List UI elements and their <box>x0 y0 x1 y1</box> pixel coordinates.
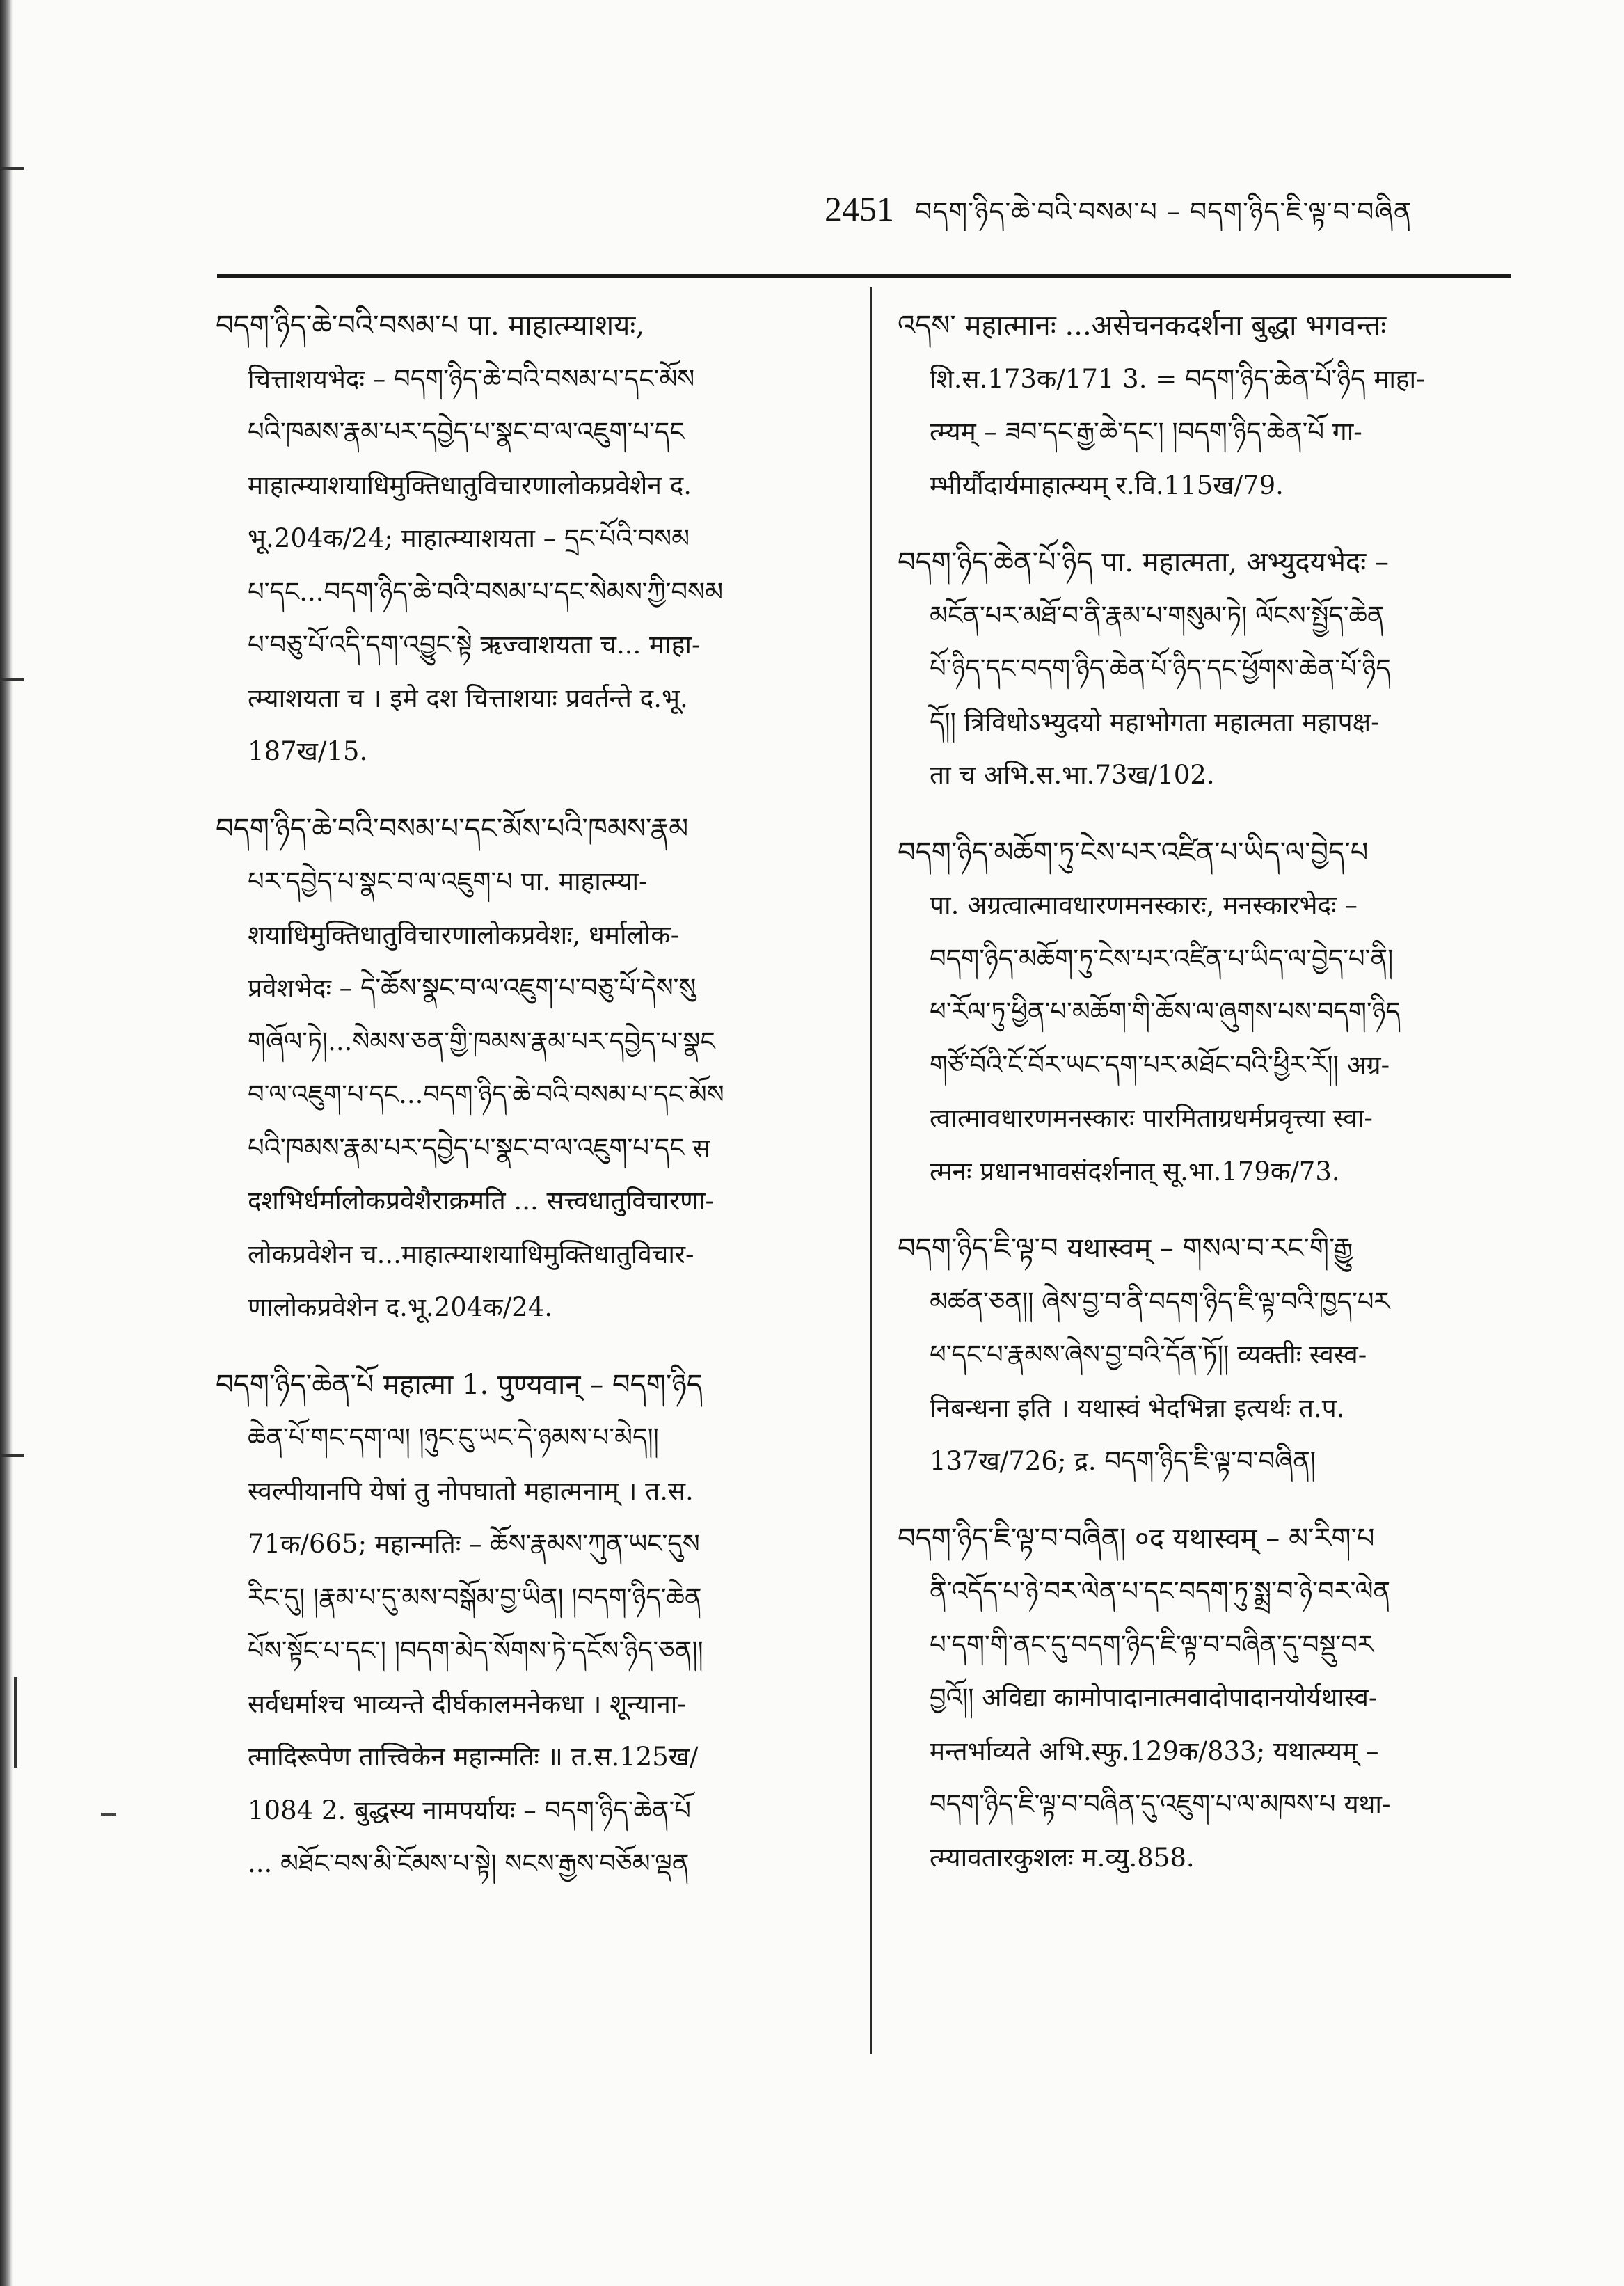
edge-mark <box>0 167 24 170</box>
entry-headword-line: བདག་ཉིད་མཆོག་ཏུ་ངེས་པར་འཛིན་པ་ཡིད་ལ་བྱེད་པ <box>898 836 1369 868</box>
entry-text-line: པོ་ཉིད་དང་བདག་ཉིད་ཆེན་པོ་ཉིད་དང་ཕྱོགས་ཆེན་པོ་ཉིད <box>930 653 1391 683</box>
entry-headword-line: བདག་ཉིད་ཇི་ལྟ་བ་བཞིན། ०द यथास्वम् – མ་རིག་པ <box>898 1522 1375 1555</box>
entry-text-line: པར་དབྱེད་པ་སྣང་བ་ལ་འཇུག་པ पा. माहात्म्या- <box>248 866 648 896</box>
entry-text-line: མཚན་ཅན།། ཞེས་བྱ་བ་ནི་བདག་ཉིད་ཇི་ལྟ་བའི་ཁྱད་པར <box>930 1286 1390 1317</box>
dictionary-entry <box>898 536 1510 802</box>
entry-headword-line: བདག་ཉིད་ཆེན་པོ महात्मा 1. पुण्यवान् – བདག་ཉིད <box>216 1368 703 1401</box>
entry-headword-line: བདག་ཉིད་ཇི་ལྟ་བ यथास्वम् – གསལ་བ་རང་གི་རྒྱུ <box>898 1232 1353 1264</box>
entry-text-line: པ་དང...བདག་ཉིད་ཆེ་བའི་བསམ་པ་དང་སེམས་ཀྱི་བསམ <box>248 576 724 607</box>
entry-text-line: ཕ་དང་པ་རྣམས་ཞེས་བྱ་བའི་དོན་ཏོ།། व्यक्तीः स्वस्व- <box>930 1340 1367 1370</box>
entry-text-line: 187ख/15. <box>248 736 368 766</box>
page-header <box>825 182 1513 231</box>
entry-text-line: चित्ताशयभेदः – བདག་ཉིད་ཆེ་བའི་བསམ་པ་དང་མོས <box>248 363 695 394</box>
edge-mark <box>0 1454 24 1457</box>
entry-text-line: ཆེན་པོ་གང་དག་ལ། །ཉུང་ངུ་ཡང་དེ་ཉམས་པ་མེད།། <box>248 1422 659 1452</box>
entry-text-line: ... མཐོང་བས་མི་ངོམས་པ་སྟེ། སངས་རྒྱས་བཅོམ་ལྡན <box>248 1848 690 1878</box>
entry-text-line: त्म्याशयता च । इमे दश चित्ताशयाः प्रवर्तन्ते द.भू. <box>248 683 688 713</box>
entry-text-line: 137ख/726; द्र. བདག་ཉིད་ཇི་ལྟ་བ་བཞིན། <box>930 1446 1316 1476</box>
entry-text-line: त्मादिरूपेण तात्त्विकेन महान्मतिः ॥ त.स.125ख/ <box>248 1742 699 1772</box>
entry-text-line: 1084 2. बुद्धस्य नामपर्यायः – བདག་ཉིད་ཆེན་པོ <box>248 1795 692 1825</box>
running-head: བདག་ཉིད་ཆེ་བའི་བསམ་པ – བདག་ཉིད་ཇི་ལྟ་བ་བཞིན <box>915 196 1412 227</box>
margin-dash <box>101 1813 116 1816</box>
margin-mark <box>14 1677 17 1768</box>
entry-text-line: त्म्यम् – ཟབ་དང་རྒྱ་ཆེ་དང་། །བདག་ཉིད་ཆེན་པོ गा- <box>930 417 1362 447</box>
entry-text-line: གཙོ་བོའི་ངོ་བོར་ཡང་དག་པར་མཐོང་བའི་ཕྱིར་རོ།། अग्र- <box>930 1049 1390 1080</box>
left-column <box>216 299 852 2074</box>
entry-text-line: मन्तर्भाव्यते अभि.स्फु.129क/833; यथात्म्यम् – <box>930 1736 1379 1766</box>
entry-headword-line: བདག་ཉིད་ཆེ་བའི་བསམ་པ पा. माहात्म्याशयः, <box>216 310 645 342</box>
entry-spacer <box>216 779 852 802</box>
entry-text-line: བ་ལ་འཇུག་པ་དང...བདག་ཉིད་ཆེ་བའི་བསམ་པ་དང་མོས <box>248 1079 724 1109</box>
entry-text-line: निबन्धना इति । यथास्वं भेदभिन्ना इत्यर्थः त.प. <box>930 1392 1345 1423</box>
entry-text-line: त्वात्मावधारणमनस्कारः पारमिताग्रधर्मप्रवृत्त्या स्वा- <box>930 1103 1373 1133</box>
dictionary-entry <box>216 1358 852 1891</box>
entry-text-line: མངོན་པར་མཐོ་བ་ནི་རྣམ་པ་གསུམ་ཏེ། ལོངས་སྤྱོད་ཆེན <box>930 600 1385 630</box>
entry-spacer <box>898 802 1510 826</box>
entry-text-line: པ་དག་གི་ནང་དུ་བདག་ཉིད་ཇི་ལྟ་བ་བཞིན་དུ་བསྡུ་བར <box>930 1629 1374 1660</box>
entry-spacer <box>898 1489 1510 1512</box>
page-binding-edge <box>0 0 13 2286</box>
dictionary-entry <box>898 1222 1510 1489</box>
edge-mark <box>0 678 24 681</box>
entry-text-line: सर्वधर्माश्च भाव्यन्ते दीर्घकालमनेकधा । शून्याना- <box>248 1688 686 1719</box>
entry-headword-line: བདག་ཉིད་ཆེ་བའི་བསམ་པ་དང་མོས་པའི་ཁམས་རྣམ <box>216 812 689 845</box>
entry-text-line: माहात्म्याशयाधिमुक्तिधातुविचारणालोकप्रवेशेन द. <box>248 470 692 500</box>
entry-text-line: म्भीर्यौदार्यमाहात्म्यम् र.वि.115ख/79. <box>930 470 1284 500</box>
entry-headword-line: འདས་ महात्मानः ...असेचनकदर्शना बुद्धा भगवन्तः <box>898 310 1387 342</box>
entry-text-line: པ་བཅུ་པོ་འདི་དག་འབྱུང་སྟེ ऋज्वाशयता च... माहा- <box>248 630 701 660</box>
entry-text-line: पा. अग्रत्वात्मावधारणमनस्कारः, मनस्कारभेदः – <box>930 890 1358 920</box>
dictionary-entry <box>216 802 852 1335</box>
entry-text-line: प्रवेशभेदः – དེ་ཆོས་སྣང་བ་ལ་འཇུག་པ་བཅུ་པོ་དེས་སུ <box>248 973 696 1003</box>
entry-spacer <box>898 1198 1510 1222</box>
entry-text-line: दशभिर्धर्मालोकप्रवेशैराक्रमति ... सत्त्वधातुविचारणा- <box>248 1186 714 1216</box>
entry-text-line: བདག་ཉིད་ཇི་ལྟ་བ་བཞིན་དུ་འཇུག་པ་ལ་མཁས་པ यथा- <box>930 1789 1391 1819</box>
right-column <box>898 299 1510 2074</box>
dictionary-entry <box>898 826 1510 1199</box>
entry-text-line: ཕ་རོལ་ཏུ་ཕྱིན་པ་མཆོག་གི་ཆོས་ལ་ཞུགས་པས་བདག་ཉིད <box>930 997 1401 1026</box>
entry-text-line: པོས་སྟོང་པ་དང་། །བདག་མེད་སོགས་ཏེ་དངོས་ཉིད་ཅན།། <box>248 1635 703 1665</box>
entry-text-line: ता च अभि.स.भा.73ख/102. <box>930 760 1215 790</box>
header-rule <box>217 274 1511 278</box>
entry-text-line: 71क/665; महान्मतिः – ཆོས་རྣམས་ཀུན་ཡང་དུས <box>248 1529 700 1559</box>
entry-text-line: णालोकप्रवेशेन द.भू.204क/24. <box>248 1292 553 1322</box>
entry-text-line: པའི་ཁམས་རྣམ་པར་དབྱེད་པ་སྣང་བ་ལ་འཇུག་པ་དང <box>248 417 685 447</box>
entry-text-line: དོ།། त्रिविधोऽभ्युदयो महाभोगता महात्मता महापक्ष- <box>930 706 1380 737</box>
entry-text-line: शि.स.173क/171 3. = བདག་ཉིད་ཆེན་པོ་ཉིད माहा- <box>930 363 1425 394</box>
dictionary-entry <box>898 1512 1510 1885</box>
entry-text-line: शयाधिमुक्तिधातुविचारणालोकप्रवेशः, धर्मालोक- <box>248 919 680 950</box>
entry-spacer <box>898 512 1510 536</box>
entry-headword-line: བདག་ཉིད་ཆེན་པོ་ཉིད पा. महात्मता, अभ्युदयभेदः – <box>898 546 1389 578</box>
entry-text-line: स्वल्पीयानपि येषां तु नोपघातो महात्मनाम् । त.स. <box>248 1475 694 1506</box>
column-divider <box>870 287 872 2054</box>
dictionary-entry <box>216 299 852 779</box>
entry-text-line: भू.204क/24; माहात्म्याशयता – དྲང་པོའི་བསམ <box>248 523 690 553</box>
entry-text-line: त्म्यावतारकुशलः म.व्यु.858. <box>930 1842 1195 1873</box>
entry-text-line: བདག་ཉིད་མཆོག་ཏུ་ངེས་པར་འཛིན་པ་ཡིད་ལ་བྱེད་པ་ནི། <box>930 943 1394 974</box>
entry-text-line: ནི་འདོད་པ་ཉེ་བར་ལེན་པ་དང་བདག་ཏུ་སྨྲ་བ་ཉེ་བར་ལེན <box>930 1576 1391 1606</box>
entry-text-line: རིང་དུ། །རྣམ་པ་དུ་མས་བསྒོམ་བྱ་ཡིན། །བདག་ཉིད་ཆེན <box>248 1582 702 1612</box>
entry-spacer <box>216 1335 852 1358</box>
page-number: 2451 <box>825 189 894 228</box>
entry-text-line: लोकप्रवेशेन च...माहात्म्याशयाधिमुक्तिधातुविचार- <box>248 1239 694 1269</box>
dictionary-entry <box>898 299 1510 512</box>
entry-text-line: བྱའོ།། अविद्या कामोपादानात्मवादोपादानयोर्यथास्व- <box>930 1683 1378 1713</box>
entry-text-line: པའི་ཁམས་རྣམ་པར་དབྱེད་པ་སྣང་བ་ལ་འཇུག་པ་དང स <box>248 1132 710 1163</box>
entry-text-line: त्मनः प्रधानभावसंदर्शनात् सू.भा.179क/73. <box>930 1156 1340 1186</box>
entry-text-line: གཞོལ་ཏེ།...སེམས་ཅན་གྱི་ཁམས་རྣམ་པར་དབྱེད་པ་སྣང <box>248 1026 715 1056</box>
